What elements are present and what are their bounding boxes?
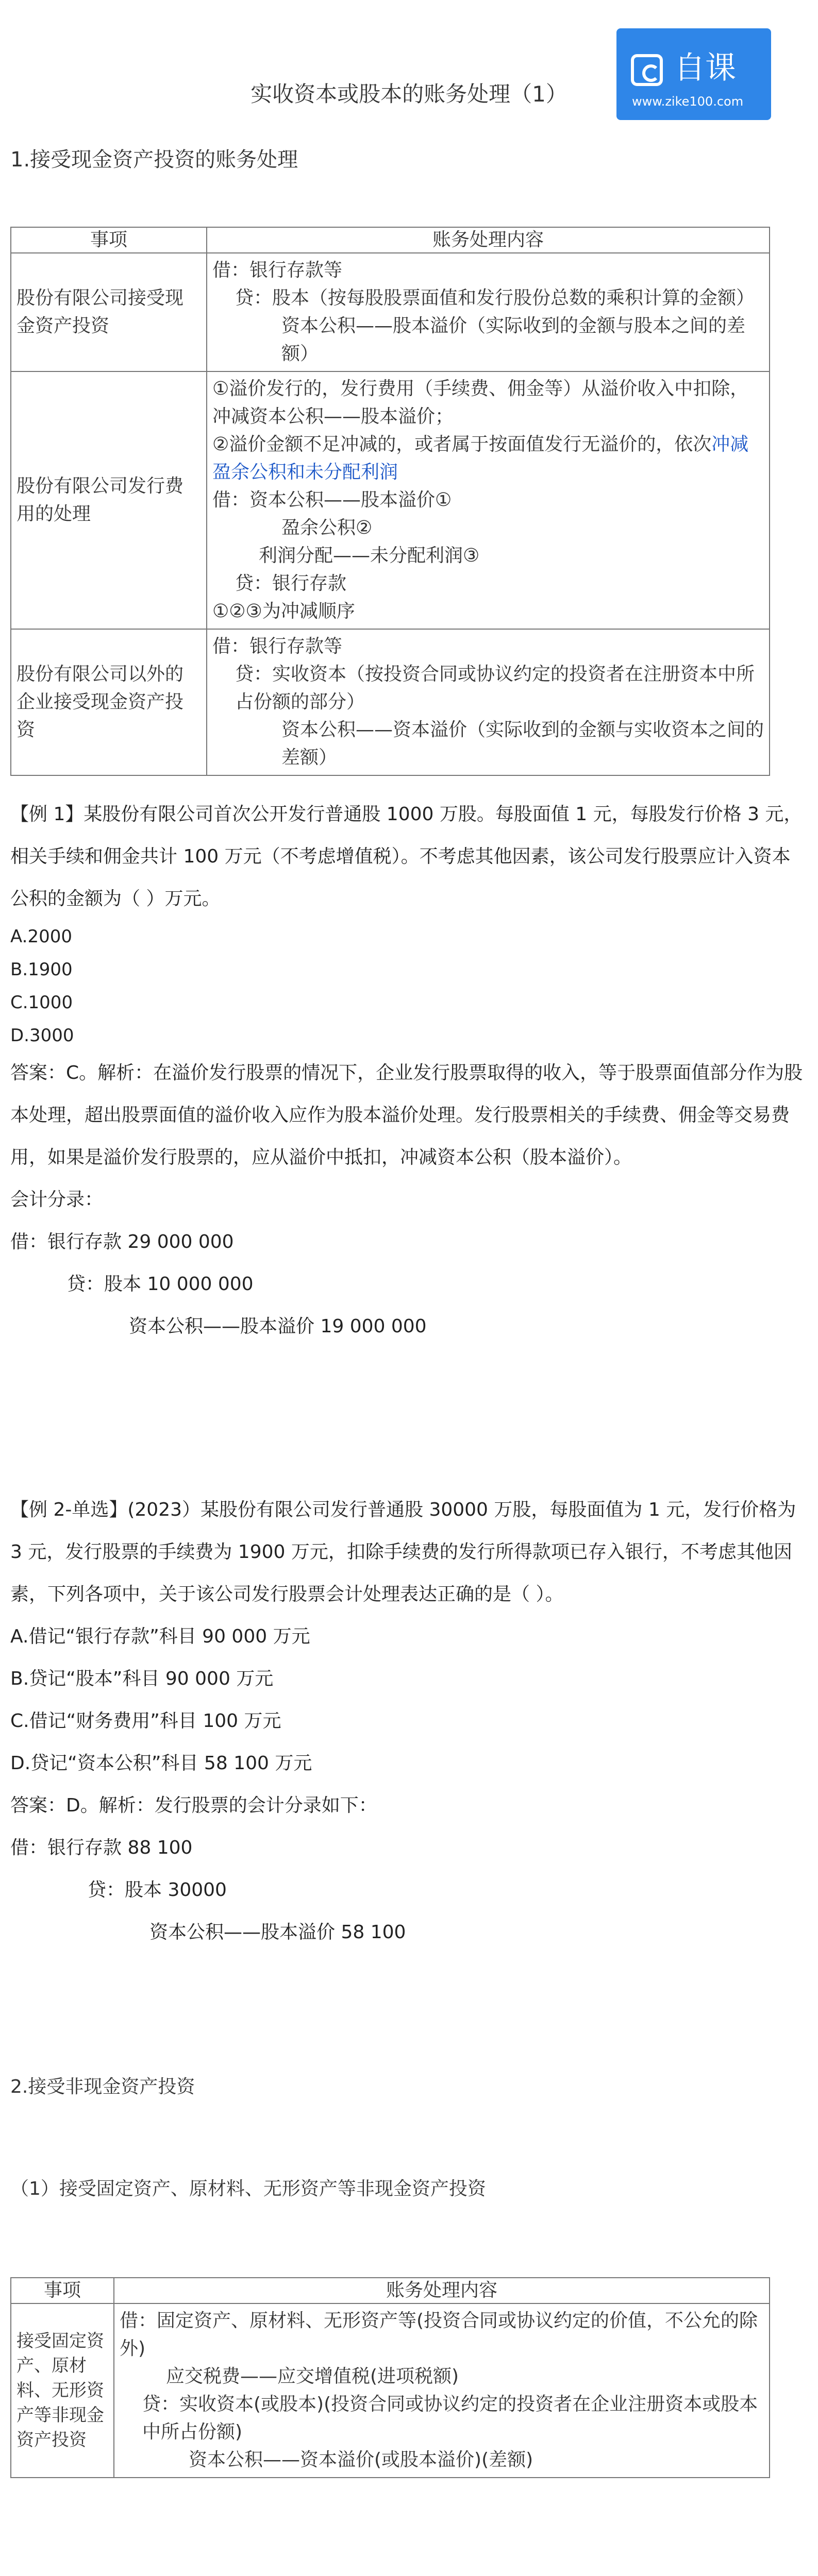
row-content: [207, 371, 770, 629]
entry-text: ②溢价金额不足冲减的，或者属于按面值发行无溢价的，依次: [212, 434, 712, 455]
journal-entry: 资本公积——股本溢价 58 100: [149, 1922, 406, 1943]
option-d: D.3000: [10, 1025, 74, 1046]
table-row: [11, 629, 770, 775]
entry-line: 利润分配——未分配利润③: [259, 545, 480, 566]
option-a: A.借记“银行存款”科目 90 000 万元: [10, 1626, 310, 1647]
example1-entry-title: 会计分录：: [10, 1189, 104, 1210]
entry-line: 借：固定资产、原材料、无形资产等(投资合同或协议约定的价值，不公允的除外): [120, 2310, 758, 2359]
example1-question: 【例 1】某股份有限公司首次公开发行普通股 1000 万股。每股面值 1 元，每股发行价格 3 元，相关手续和佣金共计 100 万元（不考虑增值税）。不考虑其他因素，该公司发行股票应计入资本公积的金额为（ ）万元。: [10, 804, 803, 909]
logo-text: 自课: [674, 50, 736, 86]
example1-answer: 答案：C。解析：在溢价发行股票的情况下，企业发行股票取得的收入，等于股票面值部分作为股本处理，超出股票面值的溢价收入应作为股本溢价处理。发行股票相关的手续费、佣金等交易费用，如果是溢价发行股票的，应从溢价中抵扣，冲减资本公积（股本溢价）。: [10, 1062, 803, 1168]
table-header-item: 事项: [11, 2278, 114, 2303]
row-item: 接受固定资产、原材料、无形资产等非现金资产投资: [11, 2303, 114, 2478]
entry-line: 借：银行存款等: [212, 636, 343, 657]
option-d: D.贷记“资本公积”科目 58 100 万元: [10, 1753, 312, 1774]
entry-line: 借：银行存款等: [212, 260, 343, 281]
entry-line: 盈余公积②: [281, 517, 373, 538]
row-item: 股份有限公司接受现金资产投资: [11, 253, 207, 371]
option-b: B.1900: [10, 959, 73, 980]
row-content: [207, 253, 770, 371]
section2-subheading: （1）接受固定资产、原材料、无形资产等非现金资产投资: [10, 2178, 486, 2199]
row-item: 股份有限公司以外的企业接受现金资产投资: [11, 629, 207, 775]
table-header-row: [11, 227, 770, 253]
table-row: [11, 253, 770, 371]
journal-entry: 资本公积——股本溢价 19 000 000: [129, 1316, 427, 1337]
cash-investment-table: [10, 227, 770, 776]
entry-line: 贷：股本（按每股股票面值和发行股份总数的乘积计算的金额）: [235, 287, 755, 309]
table-header-item: 事项: [11, 227, 207, 253]
option-a: A.2000: [10, 926, 72, 947]
example1-options: [10, 920, 804, 1052]
journal-entry: 借：银行存款 29 000 000: [10, 1231, 234, 1252]
table-header-row: [11, 2278, 770, 2303]
entry-line: [212, 431, 764, 486]
entry-line: 贷：银行存款: [235, 573, 347, 594]
highlighted-text: 冲减盈余公积和未分配利润: [212, 434, 749, 483]
option-c: C.借记“财务费用”科目 100 万元: [10, 1710, 281, 1732]
section1-heading: 1.接受现金资产投资的账务处理: [10, 148, 298, 172]
row-item: 股份有限公司发行费用的处理: [11, 371, 207, 629]
example2-answer: 答案：D。解析：发行股票的会计分录如下：: [10, 1795, 377, 1816]
logo-url: www.zike100.com: [632, 94, 744, 109]
entry-line: 贷：实收资本（按投资合同或协议约定的投资者在注册资本中所占份额的部分）: [235, 664, 755, 713]
table-row: [11, 2303, 770, 2478]
journal-entry: 贷：股本 30000: [88, 1879, 227, 1901]
table-header-content: 账务处理内容: [114, 2278, 770, 2303]
entry-line: 贷：实收资本(或股本)(投资合同或协议约定的投资者在企业注册资本或股本中所占份额): [142, 2394, 758, 2443]
brand-logo[interactable]: [616, 28, 771, 120]
example2-question: 【例 2-单选】(2023）某股份有限公司发行普通股 30000 万股，每股面值为 1 元，发行价格为 3 元，发行股票的手续费为 1900 万元，扣除手续费的发行所得款项已存入银行，不考虑其他因素，下列各项中，关于该公司发行股票会计处理表达正确的是（ ）。: [10, 1499, 796, 1605]
row-content: [207, 629, 770, 775]
section2-heading: 2.接受非现金资产投资: [10, 2076, 195, 2097]
logo-icon: [631, 54, 663, 86]
journal-entry: 借：银行存款 88 100: [10, 1837, 193, 1858]
journal-entry: 贷：股本 10 000 000: [67, 1274, 254, 1295]
option-b: B.贷记“股本”科目 90 000 万元: [10, 1668, 274, 1689]
entry-line: 资本公积——资本溢价(或股本溢价)(差额): [189, 2449, 533, 2470]
entry-line: ①溢价发行的，发行费用（手续费、佣金等）从溢价收入中扣除，冲减资本公积——股本溢价；: [212, 378, 749, 427]
option-c: C.1000: [10, 992, 73, 1013]
table-header-content: 账务处理内容: [207, 227, 770, 253]
entry-line: 应交税费——应交增值税(进项税额): [166, 2366, 459, 2387]
table-row: [11, 371, 770, 629]
document-title: 实收资本或股本的账务处理（1）: [251, 81, 567, 107]
entry-line: ①②③为冲减顺序: [212, 601, 355, 622]
noncash-investment-table: [10, 2277, 770, 2478]
example1: [10, 793, 804, 1348]
example2: [10, 1489, 804, 1954]
entry-line: 资本公积——股本溢价（实际收到的金额与股本之间的差额）: [281, 315, 746, 364]
entry-line: 资本公积——资本溢价（实际收到的金额与实收资本之间的差额）: [281, 719, 764, 768]
row-content: [114, 2303, 770, 2478]
entry-line: 借：资本公积——股本溢价①: [212, 489, 452, 511]
